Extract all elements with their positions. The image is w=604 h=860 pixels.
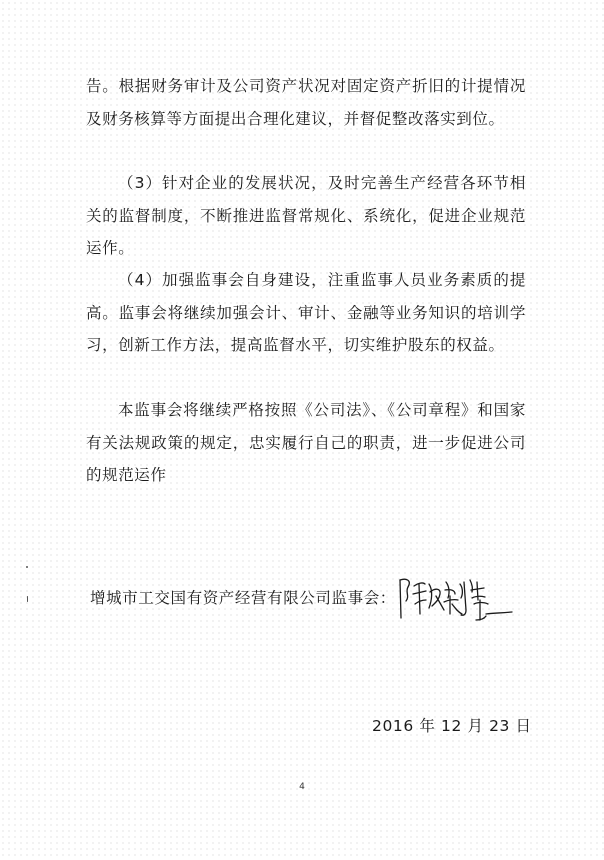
scan-speck (26, 566, 28, 568)
paragraph-item-4: （4）加强监事会自身建设，注重监事人员业务素质的提高。监事会将继续加强会计、审计、金融等业务知识的培训学习，创新工作方法，提高监督水平，切实维护股东的权益。 (86, 271, 526, 354)
document-date: 2016 年 12 月 23 日 (372, 717, 532, 735)
paragraph-closing: 本监事会将继续严格按照《公司法》、《公司章程》和国家有关法规政策的规定，忠实履行自己的职责，进一步促进公司的规范运作 (86, 401, 526, 484)
paragraph-item-3: （3）针对企业的发展状况，及时完善生产经营各环节相关的监督制度，不断推进监督常规化、系统化，促进企业规范运作。 (86, 174, 526, 257)
signature-label: 增城市工交国有资产经营有限公司监事会： (90, 589, 396, 607)
scan-speck (27, 596, 28, 602)
paragraph-continuation: 告。根据财务审计及公司资产状况对固定资产折旧的计提情况及财务核算等方面提出合理化建议，并督促整改落实到位。 (86, 77, 526, 128)
handwritten-signature (392, 570, 514, 626)
page-number: 4 (299, 782, 305, 792)
